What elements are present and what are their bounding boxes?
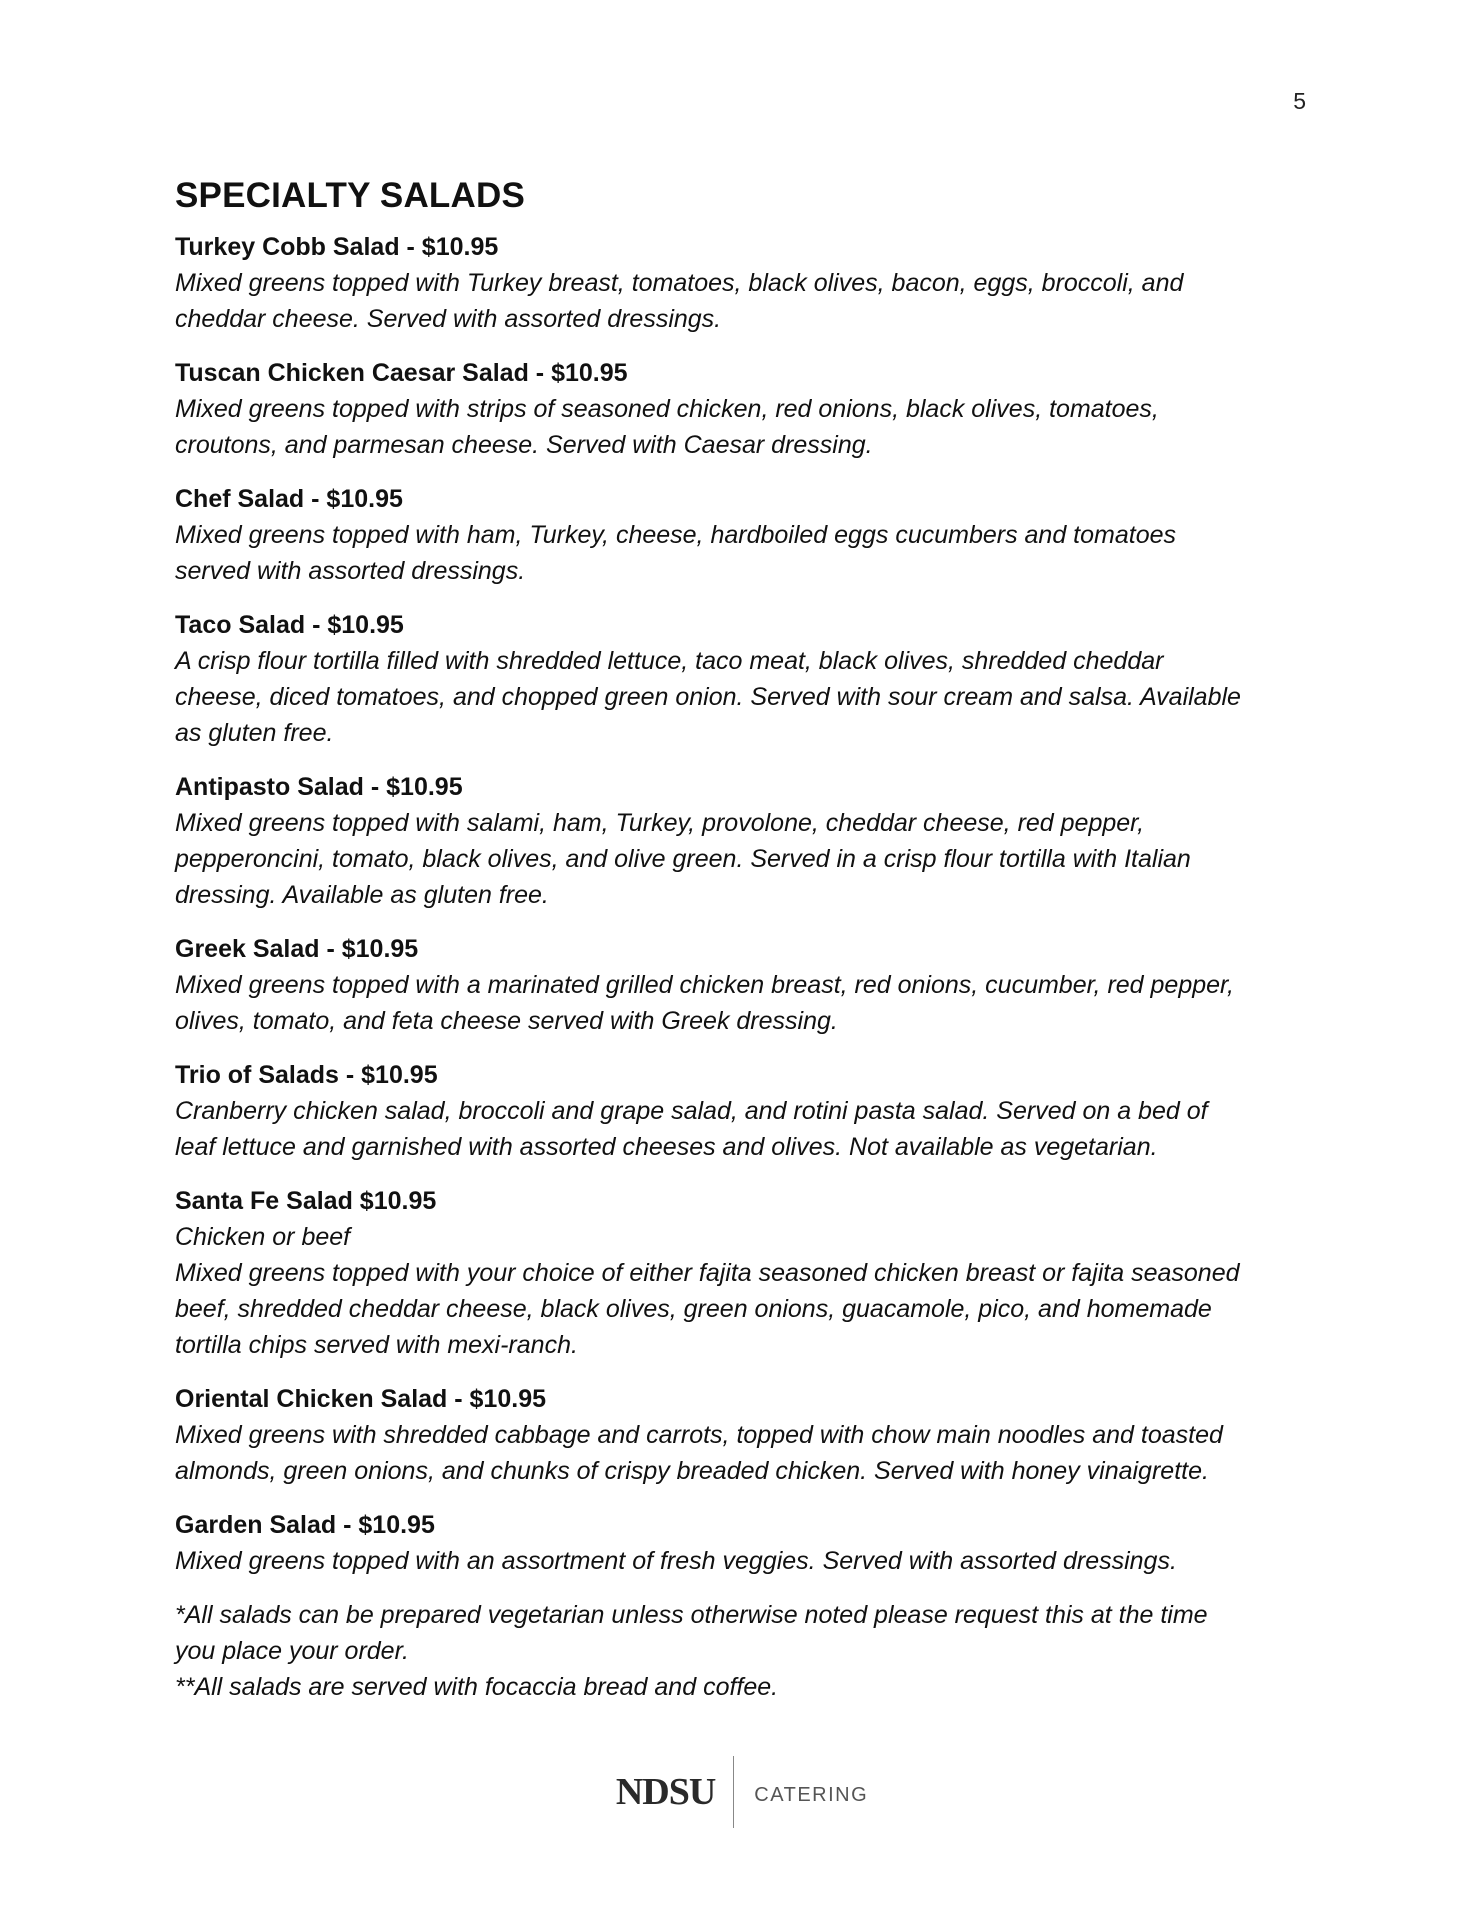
item-description-line: Mixed greens topped with strips of seasoned chicken, red onions, black olives, tomatoes, [175,395,1159,423]
note-line: you place your order. [175,1637,409,1665]
item-description-line: dressing. Available as gluten free. [175,881,549,909]
item-description-line: Mixed greens topped with salami, ham, Turkey, provolone, cheddar cheese, red pepper, [175,809,1145,837]
menu-item [175,607,1325,751]
item-name: Taco Salad - $10.95 [175,611,404,639]
item-description-line: tortilla chips served with mexi-ranch. [175,1331,578,1359]
menu-item [175,355,1325,463]
item-description-line: leaf lettuce and garnished with assorted cheeses and olives. Not available as vegetarian. [175,1133,1158,1161]
item-description-line: cheddar cheese. Served with assorted dressings. [175,305,722,333]
note-line: **All salads are served with focaccia bread and coffee. [175,1673,779,1701]
item-description-line: beef, shredded cheddar cheese, black olives, green onions, guacamole, pico, and homemade [175,1295,1212,1323]
item-description-line: Mixed greens topped with Turkey breast, tomatoes, black olives, bacon, eggs, broccoli, and [175,269,1184,297]
notes [175,1597,1325,1705]
item-description-line: as gluten free. [175,719,334,747]
ndsu-catering-logo [0,1756,1484,1828]
menu-item [175,1183,1325,1363]
item-description-line: croutons, and parmesan cheese. Served with Caesar dressing. [175,431,873,459]
item-name: Chef Salad - $10.95 [175,485,403,513]
item-name: Greek Salad - $10.95 [175,935,419,963]
page-number: 5 [1293,88,1306,114]
item-description-line: almonds, green onions, and chunks of crispy breaded chicken. Served with honey vinaigrette. [175,1457,1209,1485]
item-name: Antipasto Salad - $10.95 [175,773,463,801]
item-description-line: Mixed greens topped with ham, Turkey, cheese, hardboiled eggs cucumbers and tomatoes [175,521,1177,549]
item-description-line: Mixed greens topped with your choice of either fajita seasoned chicken breast or fajita seasoned [175,1259,1240,1287]
item-description-line: served with assorted dressings. [175,557,526,585]
note-line: *All salads can be prepared vegetarian unless otherwise noted please request this at the time [175,1601,1208,1629]
menu-item [175,1381,1325,1489]
item-name: Santa Fe Salad $10.95 [175,1187,437,1215]
item-description-line: pepperoncini, tomato, black olives, and olive green. Served in a crisp flour tortilla with Italian [175,845,1191,873]
item-description-line: Mixed greens topped with an assortment of fresh veggies. Served with assorted dressings. [175,1547,1177,1575]
menu-item [175,229,1325,337]
item-description-line: Mixed greens topped with a marinated grilled chicken breast, red onions, cucumber, red pepper, [175,971,1234,999]
logo-ndsu-text: NDSU [615,1771,716,1813]
menu-item [175,1057,1325,1165]
menu-item [175,481,1325,589]
logo-divider [733,1756,734,1828]
item-name: Turkey Cobb Salad - $10.95 [175,233,499,261]
section-title: SPECIALTY SALADS [175,176,526,215]
item-description-line: Mixed greens with shredded cabbage and carrots, topped with chow main noodles and toasted [175,1421,1223,1449]
item-description-line: olives, tomato, and feta cheese served with Greek dressing. [175,1007,838,1035]
item-description-line: cheese, diced tomatoes, and chopped green onion. Served with sour cream and salsa. Available [175,683,1241,711]
item-name: Oriental Chicken Salad - $10.95 [175,1385,546,1413]
item-name: Garden Salad - $10.95 [175,1511,435,1539]
item-description-line: Chicken or beef [175,1223,351,1251]
menu-item [175,931,1325,1039]
menu-item [175,769,1325,913]
item-description-line: A crisp flour tortilla filled with shredded lettuce, taco meat, black olives, shredded cheddar [175,647,1164,675]
item-name: Trio of Salads - $10.95 [175,1061,438,1089]
item-name: Tuscan Chicken Caesar Salad - $10.95 [175,359,628,387]
item-description-line: Cranberry chicken salad, broccoli and grape salad, and rotini pasta salad. Served on a bed of [175,1097,1208,1125]
logo-catering-text: CATERING [754,1783,869,1806]
menu-item [175,1507,1325,1579]
menu-content [175,176,1325,1705]
